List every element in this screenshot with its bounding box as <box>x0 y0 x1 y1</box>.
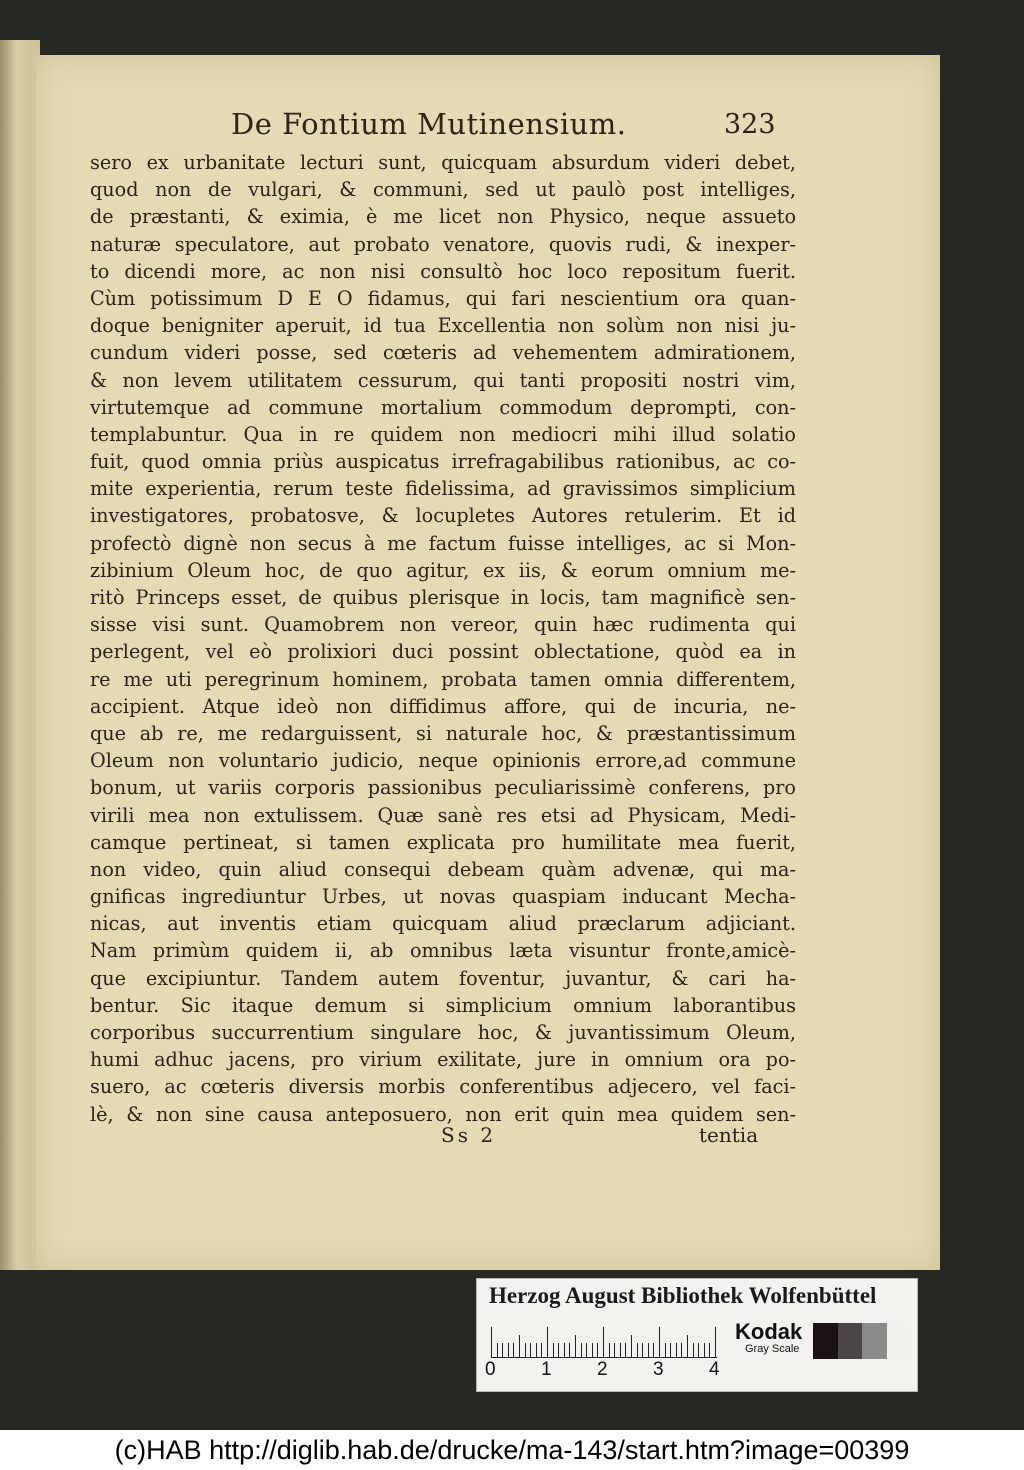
ruler-number: 0 <box>485 1359 496 1380</box>
text-line: que excipiuntur. Tandem autem foventur, juvantur, & cari ha- <box>90 966 796 990</box>
gray-scale-patches <box>813 1323 911 1359</box>
ruler-tick <box>698 1343 699 1357</box>
gray-patch <box>813 1323 838 1359</box>
ruler-tick <box>637 1343 638 1357</box>
text-line: bonum, ut variis corporis passionibus peculiarissimè conferens, pro <box>90 776 796 800</box>
text-line: humi adhuc jacens, pro virium exilitate, jure in omnium ora po- <box>90 1048 796 1072</box>
ruler-tick <box>614 1343 615 1357</box>
ruler-tick <box>525 1343 526 1357</box>
library-label <box>476 1278 918 1392</box>
ruler-tick <box>642 1343 643 1357</box>
ruler-tick <box>519 1335 520 1357</box>
body-text <box>90 149 796 1128</box>
text-line: zibinium Oleum hoc, de quo agitur, ex iis, & eorum omnium me- <box>90 558 796 582</box>
text-line: nicas, aut inventis etiam quicquam aliud præclarum adjiciant. <box>90 912 796 936</box>
ruler-tick <box>704 1343 705 1357</box>
ruler-tick <box>620 1343 621 1357</box>
ruler-tick <box>553 1343 554 1357</box>
text-line: virili mea non extulissem. Quæ sanè res etsi ad Physicam, Medi- <box>90 803 796 827</box>
ruler-tick <box>502 1343 503 1357</box>
text-line: & non levem utilitatem cessurum, qui tanti propositi nostri vim, <box>90 368 796 392</box>
ruler-tick <box>603 1327 604 1357</box>
text-line: camque pertineat, si tamen explicata pro humilitate mea fuerit, <box>90 830 796 854</box>
text-line: gnificas ingrediuntur Urbes, ut novas quaspiam inducant Mecha- <box>90 885 796 909</box>
previous-page-edge <box>0 40 40 1270</box>
ruler-tick <box>575 1335 576 1357</box>
ruler-tick <box>547 1327 548 1357</box>
catchword: tentia <box>699 1123 759 1147</box>
text-line: de præstanti, & eximia, è me licet non Physico, neque assueto <box>90 205 796 229</box>
ruler-tick <box>536 1343 537 1357</box>
signature-mark: Ss 2 <box>441 1123 497 1147</box>
text-line: Nam primùm quidem ii, ab omnibus læta visuntur fronte,amicè- <box>90 939 796 963</box>
ruler-tick <box>597 1343 598 1357</box>
ruler-scale <box>491 1323 717 1358</box>
text-line: templabuntur. Qua in re quidem non mediocri mihi illud solatio <box>90 422 796 446</box>
ruler-tick <box>665 1343 666 1357</box>
text-line: Cùm potissimum D E O fidamus, qui fari nescientium ora quan- <box>90 286 796 310</box>
running-head <box>36 107 940 147</box>
text-line: Oleum non voluntario judicio, neque opinionis errore,ad commune <box>90 749 796 773</box>
text-line: quod non de vulgari, & communi, sed ut paulò post intelliges, <box>90 178 796 202</box>
ruler-tick <box>631 1335 632 1357</box>
ruler-tick <box>693 1343 694 1357</box>
kodak-logo: Kodak <box>735 1319 803 1344</box>
ruler-tick <box>530 1343 531 1357</box>
text-line: re me uti peregrinum hominem, probata tamen omnia differentem, <box>90 667 796 691</box>
ruler-tick <box>592 1343 593 1357</box>
ruler-tick <box>715 1327 716 1357</box>
text-line: cundum videri posse, sed cœteris ad vehementem admirationem, <box>90 341 796 365</box>
ruler-tick <box>659 1327 660 1357</box>
text-line: bentur. Sic itaque demum si simplicium omnium laborantibus <box>90 993 796 1017</box>
text-line: virtutemque ad commune mortalium commodum deprompti, con- <box>90 395 796 419</box>
text-line: sisse visi sunt. Quamobrem non vereor, quin hæc rudimenta qui <box>90 613 796 637</box>
ruler-tick <box>670 1343 671 1357</box>
text-line: suero, ac cœteris diversis morbis conferentibus adjecero, vel faci- <box>90 1075 796 1099</box>
text-line: naturæ speculatore, aut probato venatore, quovis rudi, & inexper- <box>90 232 796 256</box>
text-line: que ab re, me redarguissent, si naturale hoc, & præstantissimum <box>90 721 796 745</box>
ruler-tick <box>648 1343 649 1357</box>
ruler-tick <box>625 1343 626 1357</box>
ruler-tick <box>709 1343 710 1357</box>
ruler-number: 1 <box>541 1359 552 1380</box>
ruler-tick <box>681 1343 682 1357</box>
book-page <box>36 55 940 1270</box>
text-line: profectò dignè non secus à me factum fuisse intelliges, ac si Mon- <box>90 531 796 555</box>
text-line: non video, quin aliud consequi debeam quàm advenæ, qui ma- <box>90 857 796 881</box>
gray-patch <box>887 1323 912 1359</box>
text-line: lè, & non sine causa anteposuero, non erit quin mea quidem sen- <box>90 1102 796 1126</box>
text-line: fuit, quod omnia priùs auspicatus irrefragabilibus rationibus, ac co- <box>90 450 796 474</box>
ruler-number: 4 <box>709 1359 720 1380</box>
ruler-tick <box>581 1343 582 1357</box>
text-line: perlegent, vel eò prolixiori duci possint oblectatione, quòd ea in <box>90 640 796 664</box>
text-line: investigatores, probatosve, & locupletes Autores retulerim. Et id <box>90 504 796 528</box>
text-line: to dicendi more, ac non nisi consultò hoc loco repositum fuerit. <box>90 259 796 283</box>
ruler-number: 3 <box>653 1359 664 1380</box>
page-footer <box>36 1123 940 1153</box>
ruler-tick <box>508 1343 509 1357</box>
ruler-tick <box>564 1343 565 1357</box>
ruler-tick <box>497 1343 498 1357</box>
ruler-tick <box>491 1327 492 1357</box>
gray-patch <box>838 1323 863 1359</box>
source-url: (c)HAB http://diglib.hab.de/drucke/ma-143/start.htm?image=00399 <box>0 1430 1024 1470</box>
text-line: sero ex urbanitate lecturi sunt, quicquam absurdum videri debet, <box>90 151 796 174</box>
ruler-tick <box>687 1335 688 1357</box>
running-title: De Fontium Mutinensium. <box>231 107 627 141</box>
text-line: mite experientia, rerum teste fidelissima, ad gravissimos simplicium <box>90 477 796 501</box>
ruler-tick <box>513 1343 514 1357</box>
ruler-number: 2 <box>597 1359 608 1380</box>
text-line: corporibus succurrentium singulare hoc, & juvantissimum Oleum, <box>90 1021 796 1044</box>
ruler-tick <box>541 1343 542 1357</box>
gray-scale-label: Gray Scale <box>745 1343 800 1355</box>
gray-patch <box>862 1323 887 1359</box>
ruler-tick <box>653 1343 654 1357</box>
ruler-tick <box>676 1343 677 1357</box>
text-line: ritò Princeps esset, de quibus plerisque in locis, tam magnificè sen- <box>90 586 796 609</box>
page-number: 323 <box>724 109 776 140</box>
text-line: doque benigniter aperuit, id tua Excellentia non solùm non nisi ju- <box>90 314 796 338</box>
ruler-tick <box>609 1343 610 1357</box>
text-line: accipient. Atque ideò non diffidimus affore, qui de incuria, ne- <box>90 694 796 718</box>
ruler-tick <box>586 1343 587 1357</box>
library-name: Herzog August Bibliothek Wolfenbüttel <box>489 1283 877 1308</box>
ruler-numbers <box>485 1359 725 1383</box>
ruler-tick <box>558 1343 559 1357</box>
ruler-tick <box>569 1343 570 1357</box>
